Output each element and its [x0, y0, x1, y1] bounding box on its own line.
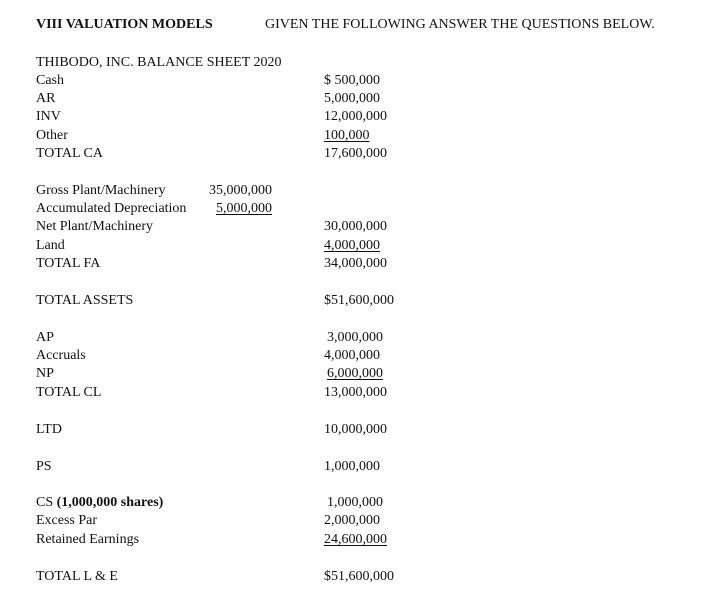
- cs-value: 1,000,000: [327, 495, 383, 510]
- ltd-label: LTD: [36, 422, 62, 437]
- total-fa-label: TOTAL FA: [36, 256, 101, 271]
- net-plant-label: Net Plant/Machinery: [36, 219, 154, 234]
- np-value: 6,000,000: [327, 366, 383, 381]
- ar-value: 5,000,000: [324, 91, 380, 106]
- accum-depreciation-label: Accumulated Depreciation: [36, 201, 187, 216]
- ps-value: 1,000,000: [324, 459, 380, 474]
- cs-label: CS: [36, 495, 54, 510]
- total-cl-value: 13,000,000: [324, 385, 387, 400]
- total-ca-label: TOTAL CA: [36, 146, 103, 161]
- ar-label: AR: [36, 91, 56, 106]
- cash-value: $ 500,000: [324, 73, 380, 88]
- sheet-title: THIBODO, INC. BALANCE SHEET 2020: [36, 55, 282, 70]
- net-plant-value: 30,000,000: [324, 219, 387, 234]
- accruals-value: 4,000,000: [324, 348, 380, 363]
- excess-par-value: 2,000,000: [324, 513, 380, 528]
- cs-label-row: [36, 494, 163, 512]
- accum-depreciation-value: 5,000,000: [216, 201, 272, 216]
- np-label: NP: [36, 366, 54, 381]
- total-assets-value: $51,600,000: [324, 293, 394, 308]
- land-label: Land: [36, 238, 65, 253]
- section-heading: VIII VALUATION MODELS: [36, 17, 213, 32]
- ap-label: AP: [36, 330, 54, 345]
- inv-label: INV: [36, 109, 61, 124]
- total-ca-value: 17,600,000: [324, 146, 387, 161]
- inv-value: 12,000,000: [324, 109, 387, 124]
- excess-par-label: Excess Par: [36, 513, 98, 528]
- ap-value: 3,000,000: [327, 330, 383, 345]
- retained-earnings-value: 24,600,000: [324, 532, 387, 547]
- other-label: Other: [36, 128, 68, 143]
- retained-earnings-label: Retained Earnings: [36, 532, 140, 547]
- cs-shares: (1,000,000 shares): [56, 495, 164, 510]
- land-value: 4,000,000: [324, 238, 380, 253]
- total-assets-label: TOTAL ASSETS: [36, 293, 134, 308]
- total-cl-label: TOTAL CL: [36, 385, 102, 400]
- cash-label: Cash: [36, 73, 64, 88]
- other-value: 100,000: [324, 128, 370, 143]
- total-fa-value: 34,000,000: [324, 256, 387, 271]
- instruction-text: GIVEN THE FOLLOWING ANSWER THE QUESTIONS BELOW.: [265, 17, 655, 32]
- gross-plant-value: 35,000,000: [209, 183, 272, 198]
- gross-plant-label: Gross Plant/Machinery: [36, 183, 166, 198]
- ltd-value: 10,000,000: [324, 422, 387, 437]
- accruals-label: Accruals: [36, 348, 86, 363]
- total-le-label: TOTAL L & E: [36, 569, 118, 584]
- ps-label: PS: [36, 459, 52, 474]
- total-le-value: $51,600,000: [324, 569, 394, 584]
